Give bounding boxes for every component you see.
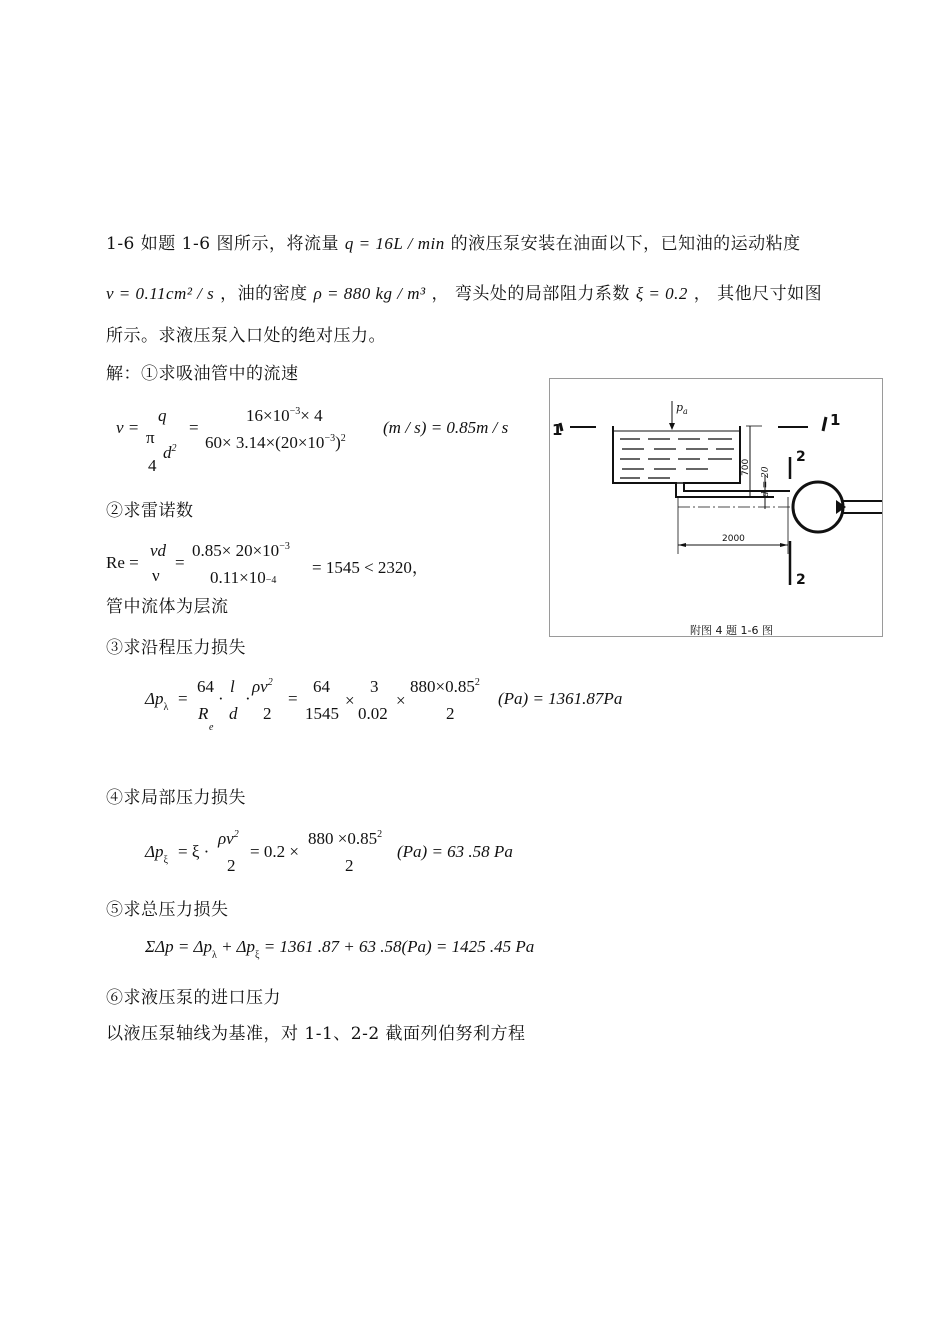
label-2-bottom: 2 [796, 572, 806, 588]
label-2-top: 2 [796, 449, 806, 465]
eq-total-a-sub: λ [212, 950, 217, 961]
eq-total [145, 937, 534, 961]
flow-rate-expression: q = 16L / min [344, 234, 445, 253]
eq-v-equals: = [189, 418, 199, 437]
problem-line-1 [106, 229, 801, 254]
problem-line1-suffix: 的液压泵安装在油面以下，已知油的运动粘度 [450, 234, 801, 254]
eq-re-den: ν [152, 566, 160, 585]
eq-lambda-g3-den: 2 [446, 704, 455, 723]
eq-lambda-f1-den: R [198, 704, 209, 723]
eq-xi-eq1: = ξ · [178, 842, 210, 861]
eq-total-b-sub: ξ [255, 950, 260, 961]
dim-2000-label: 2000 [722, 534, 745, 544]
eq-xi-f-den: 2 [227, 856, 236, 875]
eq-xi-g-den: 2 [345, 856, 354, 875]
eq-re-lhs: Re = [106, 553, 139, 572]
re-note: 管中流体为层流 [106, 597, 229, 617]
eq-lambda-g2-den: 0.02 [358, 704, 388, 723]
eq-lambda-eq1: = [178, 689, 188, 708]
eq-re-num: vd [150, 541, 167, 560]
viscosity-expression: ν = 0.11cm² / s [106, 284, 215, 303]
eq-lambda-lhs: $\Delta p_\lambda$ [145, 689, 169, 713]
eq-xi-eq2: = 0.2 × [250, 842, 299, 861]
eq-lambda-times1: × [345, 691, 355, 710]
step-6-heading: ⑥求液压泵的进口压力 [106, 988, 281, 1008]
eq-lambda-g1-den: 1545 [305, 704, 339, 723]
loss-coefficient-expression: ξ = 0.2 [635, 284, 688, 303]
final-line: 以液压泵轴线为基准，对 1-1、2-2 截面列伯努利方程 [106, 1024, 526, 1044]
eq-lambda-f3-den: 2 [263, 704, 272, 723]
problem-line2-mid: ，油的密度 [220, 284, 308, 304]
eq-re-equals: = [175, 553, 185, 572]
pump-diagram [550, 379, 882, 636]
step-4-heading: ④求局部压力损失 [106, 788, 246, 808]
eq-v-num: q [158, 406, 167, 425]
eq-v-den-d: $d^2$ [163, 443, 177, 462]
eq-lambda-dot1: · [218, 689, 224, 708]
eq-re-result: = 1545 < 2320， [312, 558, 429, 577]
eq-lambda-f2-den: d [229, 704, 238, 723]
figure-caption: 附图 4 题 1-6 图 [690, 624, 773, 636]
eq-xi-result: (Pa) = 63 .58 Pa [397, 842, 513, 861]
pa-label: $p_a$ [676, 401, 688, 416]
eq-xi-f-num: $\rho v^2$ [218, 829, 239, 848]
eq-lambda-g2-num: 3 [370, 677, 379, 696]
label-1-right: 1 [830, 411, 841, 429]
eq-xi-lhs: $\Delta p_\xi$ [145, 842, 168, 866]
problem-line-2 [106, 279, 822, 304]
solution-intro: 解：①求吸油管中的流速 [106, 364, 299, 384]
problem-line2-mid2: ， 弯头处的局部阻力系数 [431, 284, 630, 304]
eq-lambda-f2-num: l [230, 677, 235, 696]
eq-re-denominator: 0.11×10−4 [210, 568, 277, 587]
pump-circle [793, 482, 843, 532]
density-expression: ρ = 880 kg / m³ [313, 284, 426, 303]
eq-lambda-g1-num: 64 [313, 677, 330, 696]
eq-v-numerator: $16\times 10^{-3}\times 4$ [246, 406, 323, 425]
eq-lambda-f1-den-sub: e [209, 722, 214, 733]
eq-v-lhs: v = [116, 418, 140, 437]
problem-line1-prefix: 1-6 如题 1-6 图所示，将流量 [106, 234, 339, 254]
eq-total-a: ΣΔp = Δp [145, 937, 213, 956]
eq-re-numerator: $0.85\times 20\times 10^{-3}$ [192, 541, 290, 560]
eq-total-b: + Δp [221, 937, 256, 956]
eq-v-result: (m / s) = 0.85m / s [383, 418, 509, 437]
problem-line2-suffix: ， 其他尺寸如图 [693, 284, 823, 304]
eq-lambda-f3-num: $\rho v^2$ [252, 677, 273, 696]
step-5-heading: ⑤求总压力损失 [106, 900, 229, 920]
eq-v-denominator: $60\times 3.14\times(20\times 10^{-3})^2$ [205, 433, 346, 452]
eq-lambda-dot2: · [245, 689, 251, 708]
step-2-heading: ②求雷诺数 [106, 501, 194, 521]
problem-figure [549, 378, 883, 637]
dim-700-label: 700 [741, 458, 751, 476]
eq-lambda-g3-num: $880\times 0.85^2$ [410, 677, 480, 696]
eq-xi-g-num: $880 \times 0.85^2$ [308, 829, 383, 848]
eq-v-den-pi: π [146, 428, 155, 447]
eq-lambda-eq2: = [288, 689, 298, 708]
eq-lambda-times2: × [396, 691, 406, 710]
eq-lambda-f1-num: 64 [197, 677, 214, 696]
problem-line-3: 所示。求液压泵入口处的绝对压力。 [106, 326, 386, 346]
eq-total-c: = 1361 .87 + 63 .58(Pa) = 1425 .45 Pa [263, 937, 535, 956]
oil-hatching [620, 439, 734, 478]
step-3-heading: ③求沿程压力损失 [106, 638, 246, 658]
label-1-left: 1 [552, 421, 563, 439]
dim-d-label: d = 20 [761, 466, 771, 497]
eq-lambda-result: (Pa) = 1361.87Pa [498, 689, 623, 708]
section-1-right-mark [823, 417, 826, 431]
eq-v-den-4: 4 [148, 456, 157, 475]
